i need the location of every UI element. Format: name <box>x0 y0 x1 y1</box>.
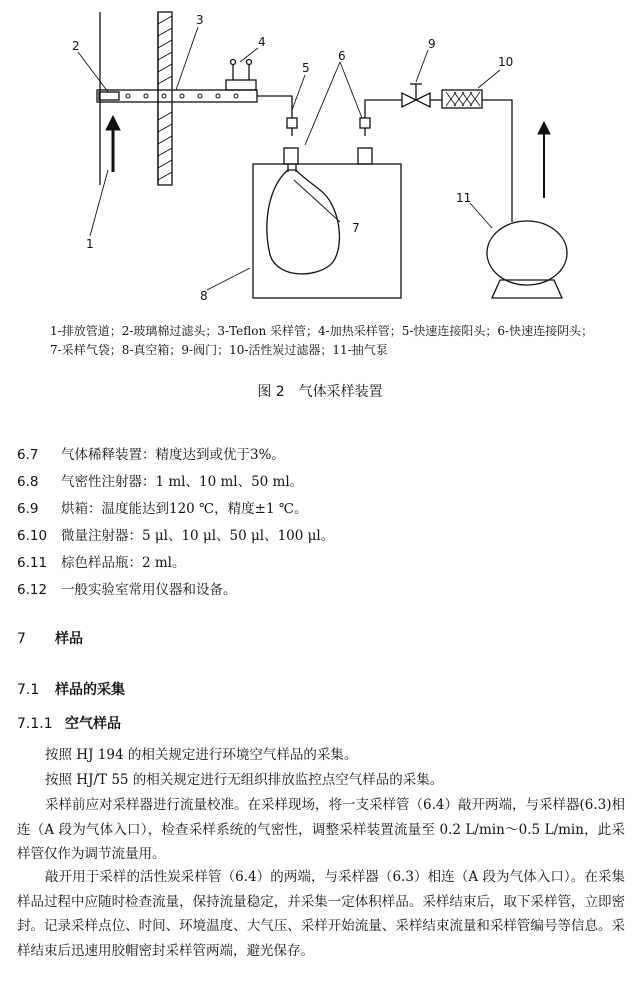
duct-wall-hatched <box>158 12 172 185</box>
heater-box <box>226 80 256 90</box>
paragraph: 敲开用于采样的活性炭采样管（6.4）的两端，与采样器（6.3）相连（A 段为气体入口）。在采集样品过程中应随时检查流量，保持流量稳定，并采集一定体积样品。采样结束后，取下采样管，立即密封。记录采样点位、时间、环境温度、大气压、采样开始流量、采样结束流量和采样管编号等信息。采样结束后迅速用胶帽密封采样管两端，避光保存。 <box>17 869 625 959</box>
section-number: 7.1 <box>17 682 40 698</box>
item-text: 棕色样品瓶：2 ml。 <box>61 555 186 571</box>
section-number: 7 <box>17 631 26 647</box>
figure-caption <box>0 381 640 401</box>
flow-arrow-up <box>106 116 120 172</box>
item-text: 气体稀释装置：精度达到或优于3%。 <box>61 447 285 463</box>
item-number: 6.11 <box>17 555 48 571</box>
vacuum-box <box>253 164 401 298</box>
section-number: 7.1.1 <box>17 716 53 732</box>
callout-11: 11 <box>456 191 472 205</box>
list-item <box>17 551 186 571</box>
carbon-filter <box>442 90 482 108</box>
callout-5: 5 <box>302 61 310 75</box>
callout-3: 3 <box>196 13 204 27</box>
pump <box>487 221 567 285</box>
list-item <box>17 470 303 490</box>
callout-4: 4 <box>258 35 266 49</box>
box-port-right <box>358 148 372 164</box>
figure-caption-number: 图 2 <box>257 384 285 400</box>
item-text: 气密性注射器：1 ml、10 ml、50 ml。 <box>61 474 304 490</box>
pump-base <box>492 280 562 298</box>
quick-connect-female <box>360 118 370 128</box>
item-text: 微量注射器：5 μl、10 μl、50 μl、100 μl。 <box>61 528 335 544</box>
line-to-valve <box>365 100 402 118</box>
list-item <box>17 578 237 598</box>
list-item <box>17 443 285 463</box>
item-number: 6.7 <box>17 447 39 463</box>
line-to-pump <box>482 100 512 222</box>
callout-2: 2 <box>72 39 80 53</box>
pump-exhaust-arrow <box>538 122 550 198</box>
item-number: 6.12 <box>17 582 48 598</box>
callout-8: 8 <box>200 289 208 303</box>
list-item <box>17 524 334 544</box>
figure-legend-line-2: 7-采样气袋；8-真空箱；9-阀门；10-活性炭过滤器；11-抽气泵 <box>50 343 388 357</box>
callout-1: 1 <box>86 237 94 251</box>
line-to-connector <box>257 96 292 118</box>
callout-9: 9 <box>428 37 436 51</box>
section-heading-7 <box>17 628 83 648</box>
section-title: 样品 <box>55 631 83 647</box>
section-heading-7-1-1 <box>17 713 121 733</box>
section-heading-7-1 <box>17 679 125 699</box>
sampling-bag <box>267 170 340 274</box>
callout-6: 6 <box>338 49 346 63</box>
box-port-left <box>284 148 298 164</box>
tube-inner-marks <box>126 94 238 98</box>
figure-legend-line-1: 1-排放管道；2-玻璃棉过滤头；3-Teflon 采样管；4-加热采样管；5-快速连接阳头；6-快速连接阴头； <box>50 324 594 338</box>
item-text: 烘箱：温度能达到120 ℃，精度±1 ℃。 <box>61 501 308 517</box>
item-text: 一般实验室常用仪器和设备。 <box>61 582 237 598</box>
list-item <box>17 497 307 517</box>
callout-7: 7 <box>352 221 360 235</box>
item-number: 6.9 <box>17 501 39 517</box>
paragraph: 按照 HJ/T 55 的相关规定进行无组织排放监控点空气样品的采集。 <box>45 772 444 788</box>
gas-sampling-diagram <box>0 0 640 320</box>
glass-wool-filter <box>99 92 119 100</box>
paragraph: 采样前应对采样器进行流量校准。在采样现场，将一支采样管（6.4）敲开两端，与采样器(6.3)相连（A 段为气体入口），检查采样系统的气密性，调整采样装置流量至 0.2 L/min～0.5 L/min，此采样管仅作为调节流量用。 <box>17 797 625 862</box>
section-title: 样品的采集 <box>55 682 125 698</box>
sampling-tube <box>97 90 257 102</box>
item-number: 6.10 <box>17 528 48 544</box>
item-number: 6.8 <box>17 474 39 490</box>
quick-connect-male <box>287 118 297 128</box>
valve <box>402 93 416 107</box>
figure-caption-title: 气体采样装置 <box>298 384 383 400</box>
callout-10: 10 <box>498 55 514 69</box>
paragraph: 按照 HJ 194 的相关规定进行环境空气样品的采集。 <box>45 747 358 763</box>
section-title: 空气样品 <box>65 716 121 732</box>
